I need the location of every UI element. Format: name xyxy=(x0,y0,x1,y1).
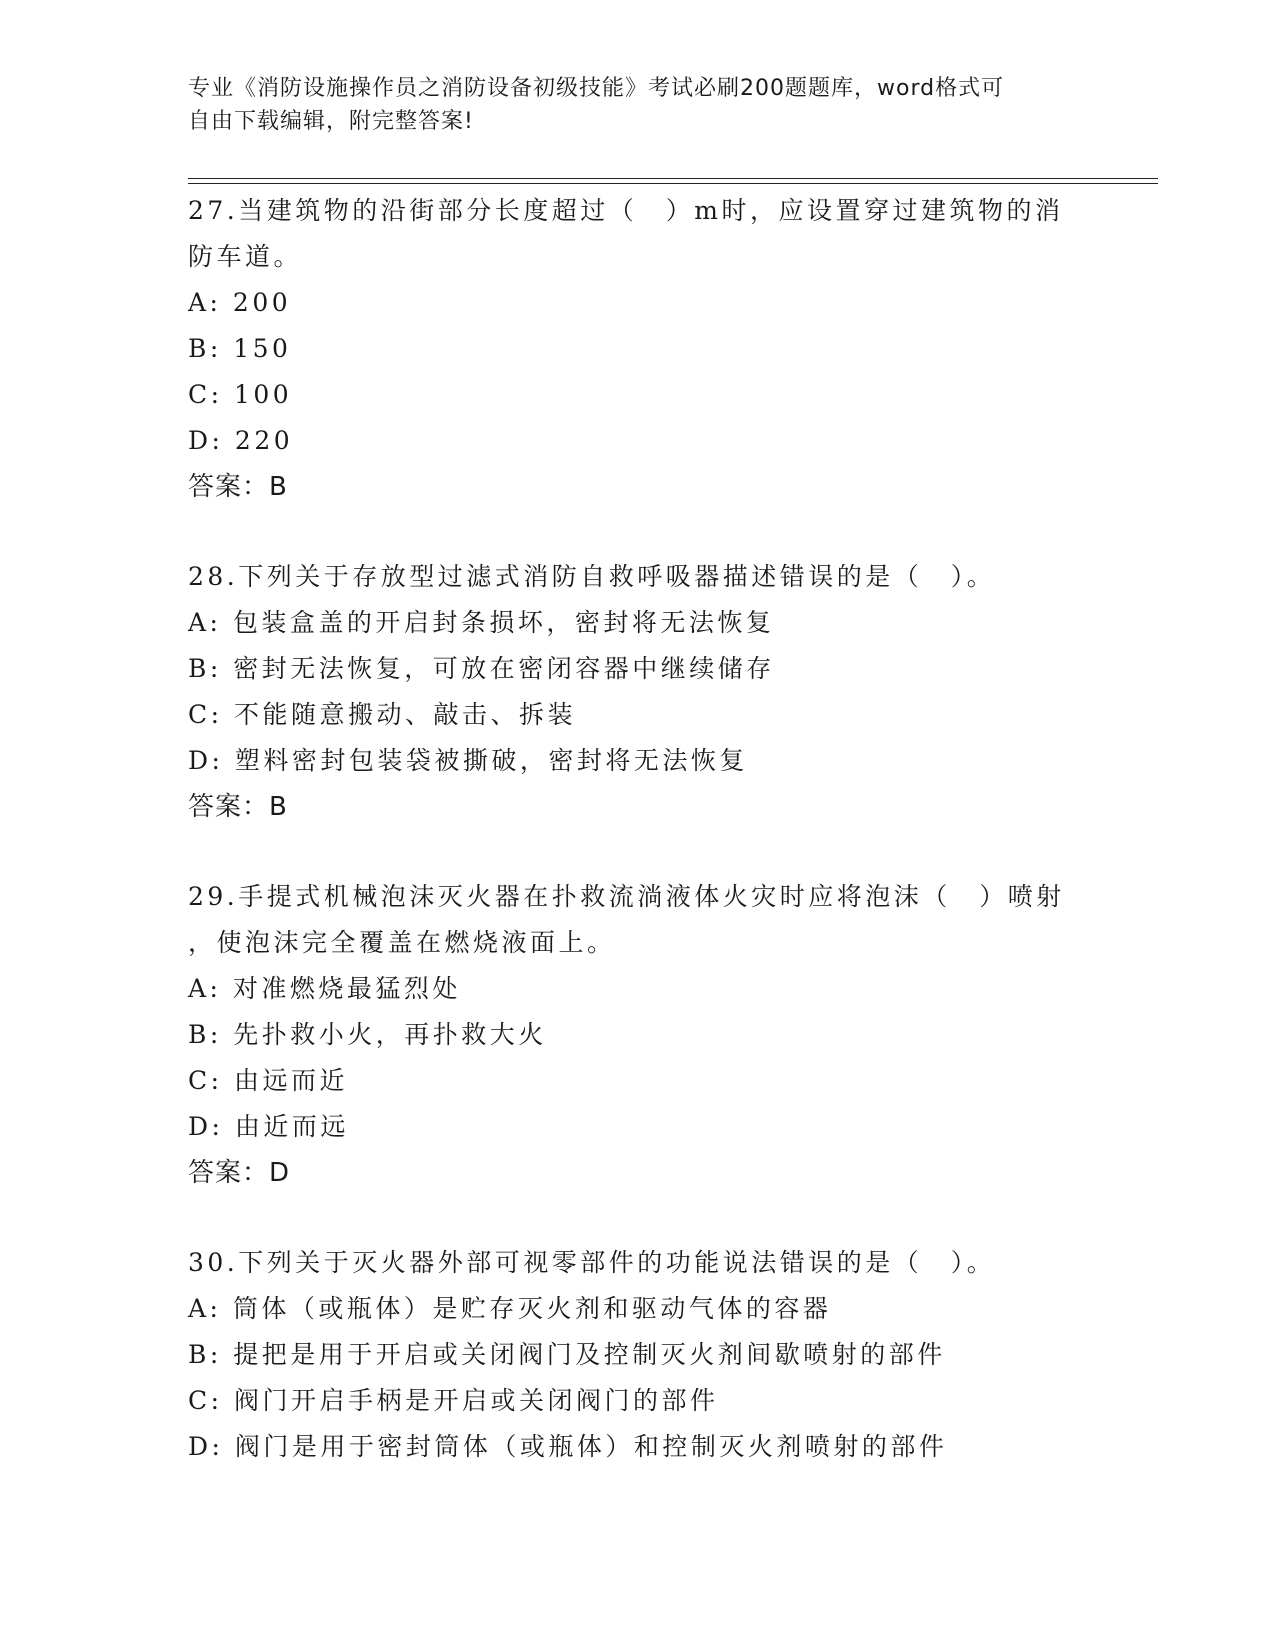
header-divider xyxy=(188,183,1158,184)
option-c: C: 阀门开启手柄是开启或关闭阀门的部件 xyxy=(188,1386,719,1415)
question-stem: 29.手提式机械泡沫灭火器在扑救流淌液体火灾时应将泡沫（ ）喷射 xyxy=(188,882,1065,911)
option-d: D: 阀门是用于密封筒体（或瓶体）和控制灭火剂喷射的部件 xyxy=(188,1432,948,1461)
answer: 答案：B xyxy=(188,472,288,502)
option-d: D: 220 xyxy=(188,426,294,455)
question-30 xyxy=(188,1240,1088,1470)
option-b: B: 先扑救小火，再扑救大火 xyxy=(188,1020,547,1049)
option-b: B: 密封无法恢复，可放在密闭容器中继续储存 xyxy=(188,654,775,683)
option-c: C: 100 xyxy=(188,380,293,409)
answer: 答案：D xyxy=(188,1158,291,1188)
option-b: B: 提把是用于开启或关闭阀门及控制灭火剂间歇喷射的部件 xyxy=(188,1340,946,1369)
option-c: C: 不能随意搬动、敲击、拆装 xyxy=(188,700,576,729)
question-stem: ，使泡沫完全覆盖在燃烧液面上。 xyxy=(188,928,616,957)
question-27 xyxy=(188,188,1088,510)
option-c: C: 由远而近 xyxy=(188,1066,348,1095)
question-stem: 28.下列关于存放型过滤式消防自救呼吸器描述错误的是（ ）。 xyxy=(188,562,996,591)
option-a: A: 包装盒盖的开启封条损坏，密封将无法恢复 xyxy=(188,608,775,637)
header-line: 自由下载编辑，附完整答案! xyxy=(188,109,474,134)
document-header xyxy=(188,72,1088,138)
question-28 xyxy=(188,554,1088,830)
question-29 xyxy=(188,874,1088,1196)
header-line: 专业《消防设施操作员之消防设备初级技能》考试必刷200题题库，word格式可 xyxy=(188,76,1005,101)
header-divider xyxy=(188,178,1158,179)
option-d: D: 由近而远 xyxy=(188,1112,349,1141)
option-d: D: 塑料密封包装袋被撕破，密封将无法恢复 xyxy=(188,746,748,775)
option-a: A: 筒体（或瓶体）是贮存灭火剂和驱动气体的容器 xyxy=(188,1294,832,1323)
answer: 答案：B xyxy=(188,792,288,822)
question-stem: 30.下列关于灭火器外部可视零部件的功能说法错误的是（ ）。 xyxy=(188,1248,996,1277)
option-a: A: 200 xyxy=(188,288,292,317)
question-stem: 27.当建筑物的沿街部分长度超过（ ）m时，应设置穿过建筑物的消 xyxy=(188,196,1064,225)
option-a: A: 对准燃烧最猛烈处 xyxy=(188,974,461,1003)
question-stem: 防车道。 xyxy=(188,242,303,271)
option-b: B: 150 xyxy=(188,334,292,363)
